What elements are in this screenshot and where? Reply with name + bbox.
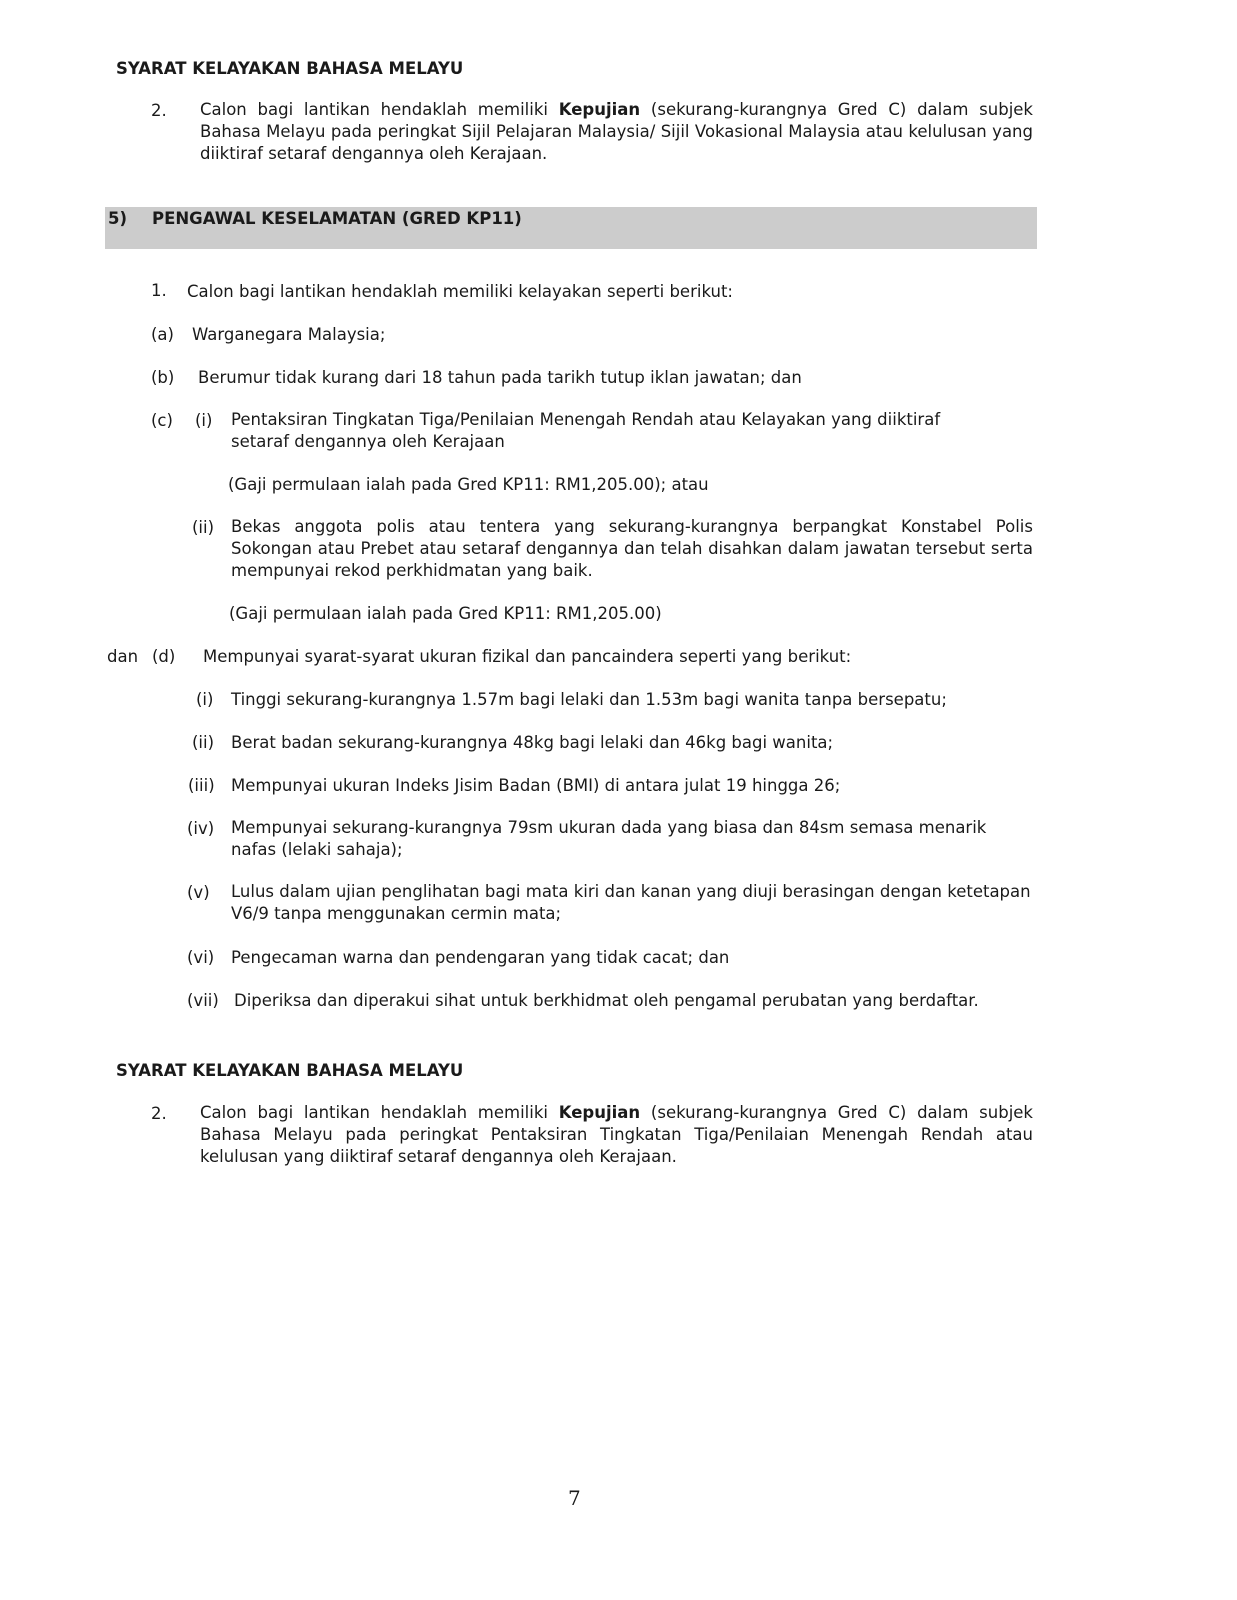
bm-requirement-top: Calon bagi lantikan hendaklah memiliki Kepujian (sekurang-kurangnya Gred C) dalam subjek Bahasa Melayu pada peringkat Sijil Pelajaran Malaysia/ Sijil Vokasional Malaysia atau kelulusan yang diiktiraf setaraf dengannya oleh Kerajaan. [200,100,1033,163]
label-d-ii: (ii) [192,733,215,752]
kepujian-bold: Kepujian [558,100,641,119]
text-a: Warganegara Malaysia; [192,325,386,344]
kepujian-bold-bottom: Kepujian [558,1103,641,1122]
label-d-vii: (vii) [187,991,219,1010]
label-c-ii: (ii) [192,518,215,537]
label-d-vi: (vi) [187,948,215,967]
text-d-vii: Diperiksa dan diperakui sihat untuk berkhidmat oleh pengamal perubatan yang berdaftar. [234,991,979,1010]
bm-item-number-bottom: 2. [151,1104,167,1123]
item-1-text: Calon bagi lantikan hendaklah memiliki kelayakan seperti berikut: [187,282,733,301]
text-c-i: Pentaksiran Tingkatan Tiga/Penilaian Menengah Rendah atau Kelayakan yang diiktiraf setaraf dengannya oleh Kerajaan [231,410,941,451]
text-d-iii: Mempunyai ukuran Indeks Jisim Badan (BMI) di antara julat 19 hingga 26; [231,776,841,795]
text-c-ii: Bekas anggota polis atau tentera yang sekurang-kurangnya berpangkat Konstabel Polis Sokongan atau Prebet atau setaraf dengannya dan telah disahkan dalam jawatan tersebut serta mempunyai rekod perkhidmatan yang baik. [231,517,1033,580]
bm-item-number-top: 2. [151,101,167,120]
page-number: 7 [568,1486,581,1510]
text-d-v: Lulus dalam ujian penglihatan bagi mata kiri dan kanan yang diuji berasingan dengan ketetapan V6/9 tanpa menggunakan cermin mata; [231,882,1031,923]
bm-heading-bottom: SYARAT KELAYAKAN BAHASA MELAYU [116,1061,464,1080]
text-d-iv: Mempunyai sekurang-kurangnya 79sm ukuran dada yang biasa dan 84sm semasa menarik nafas (lelaki sahaja); [231,818,987,859]
item-1-number: 1. [151,281,167,300]
text-d-i: Tinggi sekurang-kurangnya 1.57m bagi lelaki dan 1.53m bagi wanita tanpa bersepatu; [231,690,947,709]
label-b: (b) [151,368,175,387]
label-d-iii: (iii) [188,776,215,795]
label-d-i: (i) [196,690,214,709]
label-d-iv: (iv) [187,819,215,838]
bm-heading-top: SYARAT KELAYAKAN BAHASA MELAYU [116,59,464,78]
text-b: Berumur tidak kurang dari 18 tahun pada tarikh tutup iklan jawatan; dan [198,368,802,387]
salary-c-ii: (Gaji permulaan ialah pada Gred KP11: RM1,205.00) [229,604,662,623]
label-d-v: (v) [187,883,210,902]
label-a: (a) [151,325,174,344]
label-d: (d) [152,647,176,666]
text-d-vi: Pengecaman warna dan pendengaran yang tidak cacat; dan [231,948,730,967]
section-number: 5) [108,209,128,228]
bm-requirement-bottom: Calon bagi lantikan hendaklah memiliki Kepujian (sekurang-kurangnya Gred C) dalam subjek Bahasa Melayu pada peringkat Pentaksiran Tingkatan Tiga/Penilaian Menengah Rendah atau kelulusan yang diiktiraf setaraf dengannya oleh Kerajaan. [200,1103,1033,1166]
text-d-ii: Berat badan sekurang-kurangnya 48kg bagi lelaki dan 46kg bagi wanita; [231,733,834,752]
dan-prefix: dan [107,647,139,666]
label-c-i: (i) [195,411,213,430]
label-c: (c) [151,411,173,430]
section-title: PENGAWAL KESELAMATAN (GRED KP11) [152,209,522,228]
salary-c-i: (Gaji permulaan ialah pada Gred KP11: RM1,205.00); atau [228,475,709,494]
text-d: Mempunyai syarat-syarat ukuran fizikal dan pancaindera seperti yang berikut: [203,647,852,666]
